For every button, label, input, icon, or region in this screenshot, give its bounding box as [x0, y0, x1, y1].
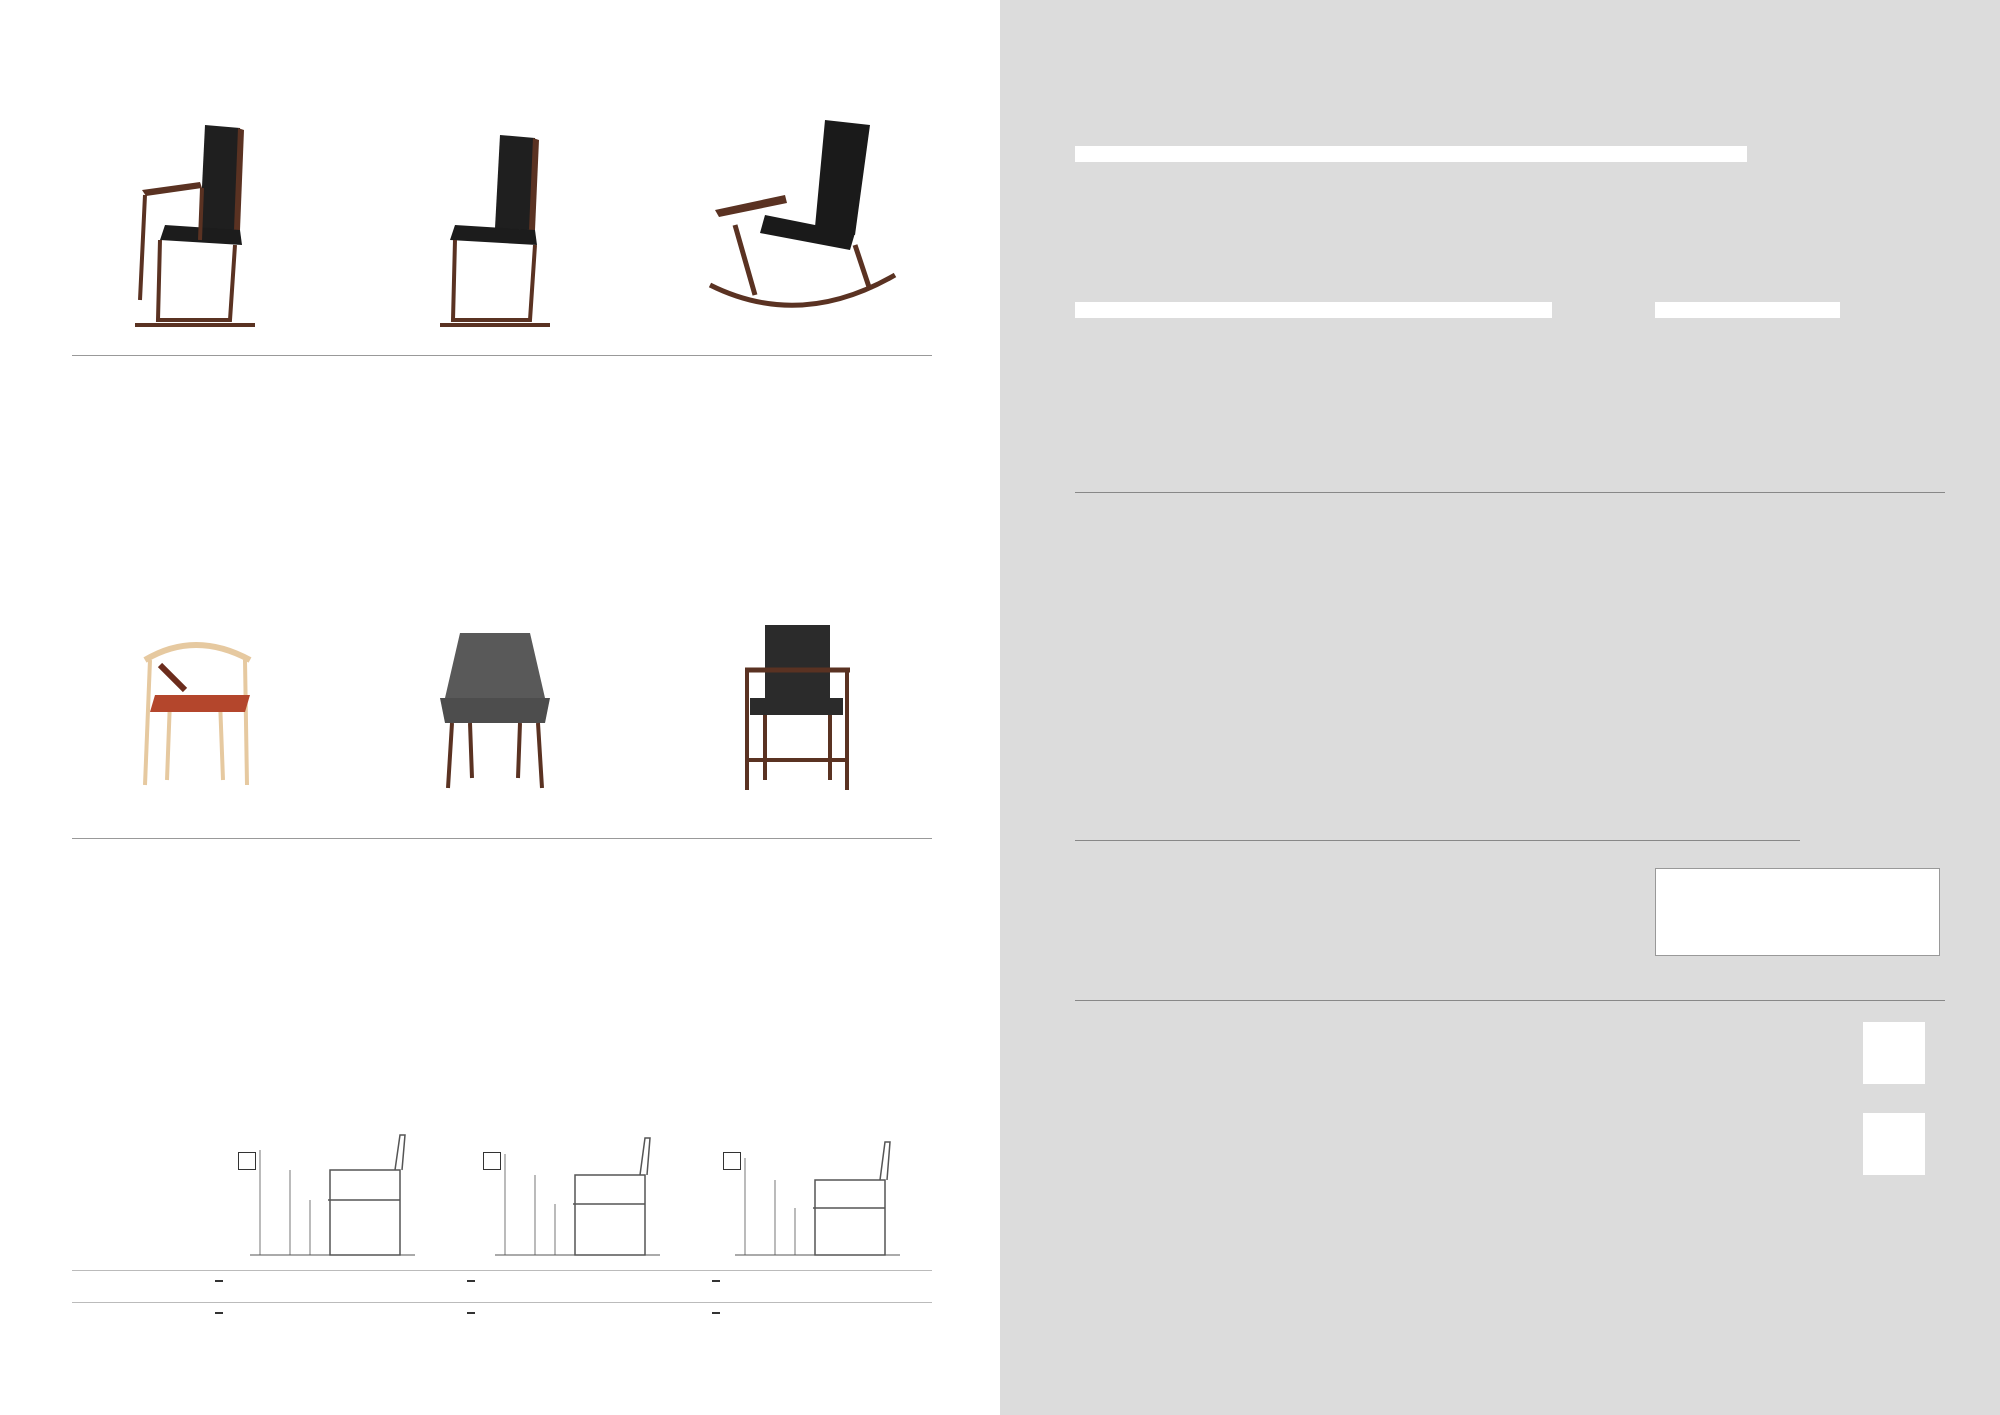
yui-arm-chair-image [735, 620, 855, 795]
table-spec-l [712, 1305, 726, 1319]
walnut-band [1655, 302, 1840, 318]
sola-chair-image [125, 630, 265, 790]
pearl-price-box [1655, 868, 1940, 956]
chair-spec-l [712, 1273, 726, 1287]
size-drawing [250, 1130, 420, 1260]
guarantee-title [1075, 978, 1093, 996]
qr-code-guarantee-icon[interactable] [1863, 1022, 1925, 1084]
chair-spec-h [215, 1273, 229, 1287]
table-badge [215, 1312, 223, 1314]
divider [72, 1302, 932, 1303]
divider [1075, 1000, 1945, 1001]
qr-code-homepage-icon[interactable] [1863, 1113, 1925, 1175]
table-badge [467, 1312, 475, 1314]
divider [72, 355, 932, 356]
beech-band [1075, 302, 1552, 318]
settanta-chair-image [430, 628, 560, 793]
right-page [1000, 0, 2000, 1415]
chair-spec-m [467, 1273, 481, 1287]
chair-badge [712, 1280, 720, 1282]
oak-band [1075, 146, 1747, 162]
size-drawing [735, 1130, 905, 1260]
divider [1075, 840, 1800, 841]
water-repellent-title [1075, 815, 1093, 833]
size-drawing [495, 1130, 665, 1260]
moebius-rocking-chair-image [705, 115, 900, 325]
table-spec-m [467, 1305, 481, 1319]
bow-chair-image [435, 130, 555, 330]
divider [72, 1270, 932, 1271]
bow-arm-chair-image [130, 120, 265, 330]
chair-badge [215, 1280, 223, 1282]
table-spec-h [215, 1305, 229, 1319]
chair-badge [467, 1280, 475, 1282]
divider [1075, 492, 1945, 493]
table-badge [712, 1312, 720, 1314]
wood-color-title [1075, 112, 1089, 130]
divider [72, 838, 932, 839]
natural-wood-title [1075, 468, 1093, 486]
